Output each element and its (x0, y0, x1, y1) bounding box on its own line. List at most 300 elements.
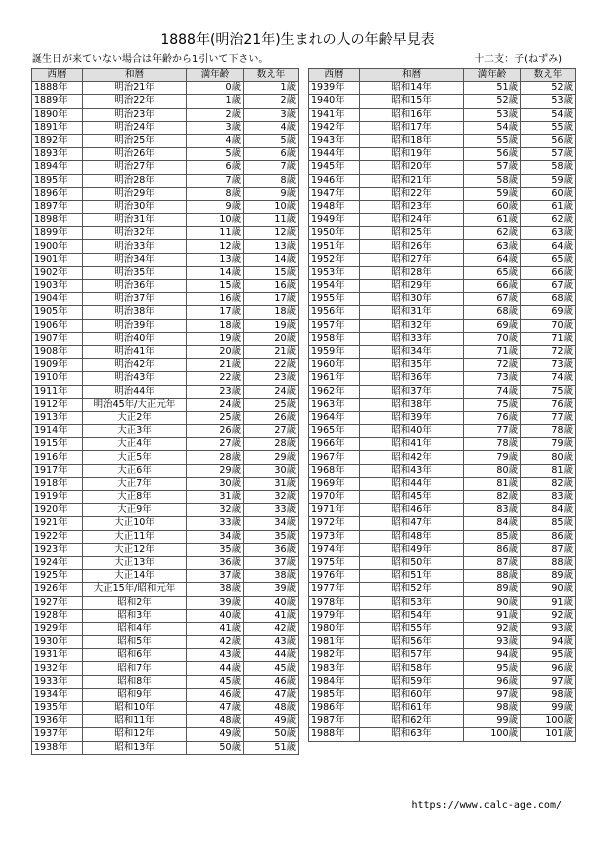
cell-kazoe-age: 7歳 (244, 161, 299, 174)
cell-seireki: 1943年 (309, 134, 360, 147)
header-seireki: 西暦 (32, 69, 83, 82)
cell-wareki: 昭和23年 (360, 200, 464, 213)
cell-seireki: 1956年 (309, 306, 360, 319)
cell-man-age: 56歳 (464, 148, 521, 161)
cell-seireki: 1893年 (32, 148, 83, 161)
cell-man-age: 52歳 (464, 95, 521, 108)
cell-seireki: 1900年 (32, 240, 83, 253)
cell-wareki: 大正2年 (83, 411, 187, 424)
table-row (309, 662, 576, 675)
table-row (32, 82, 299, 95)
cell-seireki: 1946年 (309, 174, 360, 187)
cell-wareki: 明治31年 (83, 214, 187, 227)
cell-man-age: 29歳 (187, 464, 244, 477)
cell-seireki: 1987年 (309, 715, 360, 728)
table-row (32, 636, 299, 649)
cell-kazoe-age: 85歳 (521, 517, 576, 530)
cell-wareki: 昭和58年 (360, 662, 464, 675)
cell-man-age: 26歳 (187, 425, 244, 438)
table-row (309, 372, 576, 385)
cell-man-age: 92歳 (464, 622, 521, 635)
cell-man-age: 70歳 (464, 332, 521, 345)
cell-man-age: 42歳 (187, 636, 244, 649)
table-row (309, 200, 576, 213)
cell-wareki: 明治24年 (83, 121, 187, 134)
cell-man-age: 16歳 (187, 293, 244, 306)
table-row (32, 609, 299, 622)
cell-wareki: 昭和36年 (360, 372, 464, 385)
table-row (32, 715, 299, 728)
cell-wareki: 大正14年 (83, 570, 187, 583)
cell-man-age: 10歳 (187, 214, 244, 227)
footer-url: https://www.calc-age.com/ (411, 800, 562, 811)
cell-kazoe-age: 25歳 (244, 398, 299, 411)
cell-wareki: 昭和22年 (360, 187, 464, 200)
cell-kazoe-age: 89歳 (521, 570, 576, 583)
header-man-age: 満年齢 (187, 69, 244, 82)
cell-seireki: 1894年 (32, 161, 83, 174)
cell-wareki: 昭和8年 (83, 675, 187, 688)
cell-kazoe-age: 53歳 (521, 95, 576, 108)
cell-seireki: 1897年 (32, 200, 83, 213)
cell-wareki: 昭和7年 (83, 662, 187, 675)
table-row (32, 200, 299, 213)
cell-man-age: 38歳 (187, 583, 244, 596)
cell-man-age: 65歳 (464, 266, 521, 279)
cell-seireki: 1975年 (309, 556, 360, 569)
cell-seireki: 1935年 (32, 702, 83, 715)
cell-wareki: 明治40年 (83, 332, 187, 345)
table-row (309, 253, 576, 266)
table-row (309, 148, 576, 161)
cell-kazoe-age: 76歳 (521, 398, 576, 411)
cell-seireki: 1960年 (309, 359, 360, 372)
cell-wareki: 昭和32年 (360, 319, 464, 332)
cell-seireki: 1912年 (32, 398, 83, 411)
table-row (32, 266, 299, 279)
table-row (32, 425, 299, 438)
table-row (309, 95, 576, 108)
cell-seireki: 1905年 (32, 306, 83, 319)
cell-kazoe-age: 99歳 (521, 702, 576, 715)
cell-kazoe-age: 43歳 (244, 636, 299, 649)
cell-seireki: 1938年 (32, 741, 83, 754)
cell-wareki: 明治21年 (83, 82, 187, 95)
cell-seireki: 1898年 (32, 214, 83, 227)
cell-man-age: 24歳 (187, 398, 244, 411)
cell-kazoe-age: 13歳 (244, 240, 299, 253)
cell-wareki: 昭和12年 (83, 728, 187, 741)
table-row (309, 385, 576, 398)
cell-kazoe-age: 88歳 (521, 556, 576, 569)
cell-seireki: 1976年 (309, 570, 360, 583)
cell-wareki: 明治32年 (83, 227, 187, 240)
cell-seireki: 1955年 (309, 293, 360, 306)
cell-seireki: 1907年 (32, 332, 83, 345)
table-row (309, 425, 576, 438)
cell-kazoe-age: 49歳 (244, 715, 299, 728)
cell-wareki: 明治28年 (83, 174, 187, 187)
cell-man-age: 12歳 (187, 240, 244, 253)
cell-kazoe-age: 59歳 (521, 174, 576, 187)
cell-kazoe-age: 14歳 (244, 253, 299, 266)
cell-kazoe-age: 21歳 (244, 345, 299, 358)
cell-kazoe-age: 72歳 (521, 345, 576, 358)
birthday-note: 誕生日が来ていない場合は年齢から1引いて下さい。 (32, 54, 269, 65)
cell-seireki: 1936年 (32, 715, 83, 728)
cell-wareki: 昭和26年 (360, 240, 464, 253)
cell-seireki: 1982年 (309, 649, 360, 662)
table-row (32, 517, 299, 530)
cell-wareki: 昭和15年 (360, 95, 464, 108)
cell-seireki: 1953年 (309, 266, 360, 279)
cell-man-age: 21歳 (187, 359, 244, 372)
cell-man-age: 66歳 (464, 280, 521, 293)
table-row (309, 477, 576, 490)
table-row (309, 359, 576, 372)
cell-wareki: 昭和28年 (360, 266, 464, 279)
cell-man-age: 31歳 (187, 491, 244, 504)
table-row (309, 411, 576, 424)
table-row (32, 504, 299, 517)
cell-man-age: 55歳 (464, 134, 521, 147)
cell-wareki: 明治44年 (83, 385, 187, 398)
cell-wareki: 昭和51年 (360, 570, 464, 583)
cell-kazoe-age: 18歳 (244, 306, 299, 319)
cell-seireki: 1892年 (32, 134, 83, 147)
cell-man-age: 83歳 (464, 504, 521, 517)
cell-seireki: 1923年 (32, 543, 83, 556)
table-row (32, 95, 299, 108)
page-title: 1888年(明治21年)生まれの人の年齢早見表 (160, 32, 435, 48)
cell-wareki: 昭和46年 (360, 504, 464, 517)
cell-kazoe-age: 6歳 (244, 148, 299, 161)
cell-seireki: 1911年 (32, 385, 83, 398)
cell-man-age: 43歳 (187, 649, 244, 662)
cell-seireki: 1944年 (309, 148, 360, 161)
cell-seireki: 1983年 (309, 662, 360, 675)
cell-seireki: 1985年 (309, 688, 360, 701)
cell-man-age: 17歳 (187, 306, 244, 319)
cell-man-age: 80歳 (464, 464, 521, 477)
cell-wareki: 大正9年 (83, 504, 187, 517)
table-row (32, 148, 299, 161)
cell-wareki: 昭和62年 (360, 715, 464, 728)
cell-kazoe-age: 96歳 (521, 662, 576, 675)
cell-seireki: 1954年 (309, 280, 360, 293)
cell-man-age: 13歳 (187, 253, 244, 266)
cell-seireki: 1921年 (32, 517, 83, 530)
table-row (32, 253, 299, 266)
cell-man-age: 94歳 (464, 649, 521, 662)
cell-wareki: 明治29年 (83, 187, 187, 200)
cell-seireki: 1940年 (309, 95, 360, 108)
table-row (32, 741, 299, 754)
cell-man-age: 19歳 (187, 332, 244, 345)
cell-man-age: 28歳 (187, 451, 244, 464)
cell-kazoe-age: 1歳 (244, 82, 299, 95)
cell-seireki: 1927年 (32, 596, 83, 609)
cell-man-age: 27歳 (187, 438, 244, 451)
cell-kazoe-age: 29歳 (244, 451, 299, 464)
table-row (32, 451, 299, 464)
cell-kazoe-age: 98歳 (521, 688, 576, 701)
cell-man-age: 82歳 (464, 491, 521, 504)
cell-seireki: 1939年 (309, 82, 360, 95)
header-wareki: 和暦 (83, 69, 187, 82)
cell-wareki: 明治23年 (83, 108, 187, 121)
cell-wareki: 明治37年 (83, 293, 187, 306)
cell-seireki: 1977年 (309, 583, 360, 596)
cell-kazoe-age: 40歳 (244, 596, 299, 609)
cell-man-age: 77歳 (464, 425, 521, 438)
cell-seireki: 1934年 (32, 688, 83, 701)
cell-man-age: 23歳 (187, 385, 244, 398)
cell-kazoe-age: 42歳 (244, 622, 299, 635)
cell-kazoe-age: 65歳 (521, 253, 576, 266)
table-row (32, 214, 299, 227)
cell-seireki: 1903年 (32, 280, 83, 293)
cell-seireki: 1933年 (32, 675, 83, 688)
cell-seireki: 1961年 (309, 372, 360, 385)
cell-man-age: 96歳 (464, 675, 521, 688)
cell-kazoe-age: 8歳 (244, 174, 299, 187)
cell-wareki: 昭和20年 (360, 161, 464, 174)
cell-kazoe-age: 45歳 (244, 662, 299, 675)
cell-wareki: 昭和24年 (360, 214, 464, 227)
cell-kazoe-age: 20歳 (244, 332, 299, 345)
table-row (309, 121, 576, 134)
cell-seireki: 1963年 (309, 398, 360, 411)
cell-man-age: 30歳 (187, 477, 244, 490)
table-row (309, 240, 576, 253)
cell-seireki: 1952年 (309, 253, 360, 266)
cell-kazoe-age: 68歳 (521, 293, 576, 306)
cell-seireki: 1924年 (32, 556, 83, 569)
cell-kazoe-age: 2歳 (244, 95, 299, 108)
table-row (309, 280, 576, 293)
table-row (32, 570, 299, 583)
cell-wareki: 昭和45年 (360, 491, 464, 504)
cell-kazoe-age: 66歳 (521, 266, 576, 279)
table-row (309, 332, 576, 345)
cell-seireki: 1937年 (32, 728, 83, 741)
cell-seireki: 1889年 (32, 95, 83, 108)
header-kazoe-age: 数え年 (244, 69, 299, 82)
cell-seireki: 1899年 (32, 227, 83, 240)
cell-wareki: 大正15年/昭和元年 (83, 583, 187, 596)
cell-kazoe-age: 82歳 (521, 477, 576, 490)
cell-man-age: 79歳 (464, 451, 521, 464)
cell-man-age: 87歳 (464, 556, 521, 569)
cell-man-age: 51歳 (464, 82, 521, 95)
cell-wareki: 大正10年 (83, 517, 187, 530)
cell-seireki: 1959年 (309, 345, 360, 358)
cell-kazoe-age: 97歳 (521, 675, 576, 688)
cell-wareki: 昭和40年 (360, 425, 464, 438)
table-row (32, 372, 299, 385)
cell-seireki: 1929年 (32, 622, 83, 635)
table-row (32, 240, 299, 253)
table-row (32, 174, 299, 187)
cell-wareki: 昭和13年 (83, 741, 187, 754)
cell-man-age: 1歳 (187, 95, 244, 108)
cell-man-age: 34歳 (187, 530, 244, 543)
cell-wareki: 昭和57年 (360, 649, 464, 662)
cell-man-age: 3歳 (187, 121, 244, 134)
cell-seireki: 1930年 (32, 636, 83, 649)
table-row (309, 583, 576, 596)
cell-wareki: 昭和9年 (83, 688, 187, 701)
cell-wareki: 昭和30年 (360, 293, 464, 306)
cell-wareki: 昭和31年 (360, 306, 464, 319)
table-row (309, 675, 576, 688)
cell-wareki: 明治27年 (83, 161, 187, 174)
cell-man-age: 35歳 (187, 543, 244, 556)
cell-seireki: 1920年 (32, 504, 83, 517)
cell-wareki: 昭和63年 (360, 728, 464, 741)
cell-kazoe-age: 63歳 (521, 227, 576, 240)
cell-kazoe-age: 46歳 (244, 675, 299, 688)
cell-wareki: 大正12年 (83, 543, 187, 556)
cell-wareki: 大正11年 (83, 530, 187, 543)
cell-man-age: 33歳 (187, 517, 244, 530)
cell-wareki: 昭和37年 (360, 385, 464, 398)
cell-man-age: 59歳 (464, 187, 521, 200)
cell-kazoe-age: 93歳 (521, 622, 576, 635)
cell-man-age: 2歳 (187, 108, 244, 121)
cell-man-age: 76歳 (464, 411, 521, 424)
header-seireki: 西暦 (309, 69, 360, 82)
table-row (32, 385, 299, 398)
cell-seireki: 1906年 (32, 319, 83, 332)
cell-man-age: 88歳 (464, 570, 521, 583)
cell-kazoe-age: 71歳 (521, 332, 576, 345)
cell-seireki: 1891年 (32, 121, 83, 134)
table-row (309, 306, 576, 319)
cell-kazoe-age: 54歳 (521, 108, 576, 121)
cell-kazoe-age: 78歳 (521, 425, 576, 438)
table-header-row (309, 69, 576, 82)
cell-wareki: 昭和10年 (83, 702, 187, 715)
cell-man-age: 49歳 (187, 728, 244, 741)
cell-man-age: 64歳 (464, 253, 521, 266)
cell-kazoe-age: 83歳 (521, 491, 576, 504)
cell-kazoe-age: 74歳 (521, 372, 576, 385)
table-row (32, 227, 299, 240)
table-row (309, 266, 576, 279)
cell-wareki: 明治43年 (83, 372, 187, 385)
cell-kazoe-age: 19歳 (244, 319, 299, 332)
table-row (32, 398, 299, 411)
cell-kazoe-age: 4歳 (244, 121, 299, 134)
cell-seireki: 1974年 (309, 543, 360, 556)
table-row (309, 636, 576, 649)
cell-man-age: 68歳 (464, 306, 521, 319)
cell-kazoe-age: 87歳 (521, 543, 576, 556)
table-row (32, 319, 299, 332)
table-row (32, 293, 299, 306)
table-row (309, 715, 576, 728)
table-row (32, 477, 299, 490)
cell-man-age: 9歳 (187, 200, 244, 213)
cell-kazoe-age: 92歳 (521, 609, 576, 622)
table-row (32, 675, 299, 688)
table-row (32, 359, 299, 372)
cell-wareki: 大正5年 (83, 451, 187, 464)
cell-kazoe-age: 81歳 (521, 464, 576, 477)
table-row (309, 451, 576, 464)
table-row (309, 609, 576, 622)
cell-wareki: 明治36年 (83, 280, 187, 293)
cell-kazoe-age: 79歳 (521, 438, 576, 451)
table-row (309, 556, 576, 569)
cell-man-age: 48歳 (187, 715, 244, 728)
cell-wareki: 昭和14年 (360, 82, 464, 95)
cell-man-age: 71歳 (464, 345, 521, 358)
age-table-left (31, 68, 299, 755)
table-header-row (32, 69, 299, 82)
cell-wareki: 明治41年 (83, 345, 187, 358)
cell-kazoe-age: 28歳 (244, 438, 299, 451)
cell-seireki: 1971年 (309, 504, 360, 517)
cell-wareki: 大正13年 (83, 556, 187, 569)
cell-kazoe-age: 86歳 (521, 530, 576, 543)
cell-seireki: 1950年 (309, 227, 360, 240)
cell-kazoe-age: 56歳 (521, 134, 576, 147)
cell-wareki: 大正6年 (83, 464, 187, 477)
cell-wareki: 昭和43年 (360, 464, 464, 477)
table-row (309, 596, 576, 609)
cell-wareki: 昭和60年 (360, 688, 464, 701)
cell-wareki: 大正7年 (83, 477, 187, 490)
cell-wareki: 昭和54年 (360, 609, 464, 622)
cell-wareki: 昭和39年 (360, 411, 464, 424)
cell-seireki: 1951年 (309, 240, 360, 253)
cell-wareki: 明治39年 (83, 319, 187, 332)
cell-man-age: 50歳 (187, 741, 244, 754)
cell-wareki: 大正8年 (83, 491, 187, 504)
cell-wareki: 昭和17年 (360, 121, 464, 134)
cell-wareki: 明治34年 (83, 253, 187, 266)
cell-man-age: 32歳 (187, 504, 244, 517)
cell-seireki: 1968年 (309, 464, 360, 477)
cell-seireki: 1926年 (32, 583, 83, 596)
cell-man-age: 63歳 (464, 240, 521, 253)
cell-kazoe-age: 36歳 (244, 543, 299, 556)
cell-kazoe-age: 26歳 (244, 411, 299, 424)
cell-kazoe-age: 10歳 (244, 200, 299, 213)
cell-wareki: 昭和16年 (360, 108, 464, 121)
cell-man-age: 67歳 (464, 293, 521, 306)
cell-kazoe-age: 22歳 (244, 359, 299, 372)
cell-man-age: 41歳 (187, 622, 244, 635)
cell-wareki: 昭和56年 (360, 636, 464, 649)
table-row (32, 702, 299, 715)
cell-kazoe-age: 9歳 (244, 187, 299, 200)
cell-wareki: 明治45年/大正元年 (83, 398, 187, 411)
cell-wareki: 昭和53年 (360, 596, 464, 609)
table-row (32, 161, 299, 174)
cell-kazoe-age: 60歳 (521, 187, 576, 200)
cell-man-age: 40歳 (187, 609, 244, 622)
cell-wareki: 明治42年 (83, 359, 187, 372)
cell-wareki: 昭和44年 (360, 477, 464, 490)
cell-seireki: 1945年 (309, 161, 360, 174)
cell-seireki: 1888年 (32, 82, 83, 95)
cell-man-age: 15歳 (187, 280, 244, 293)
cell-man-age: 99歳 (464, 715, 521, 728)
